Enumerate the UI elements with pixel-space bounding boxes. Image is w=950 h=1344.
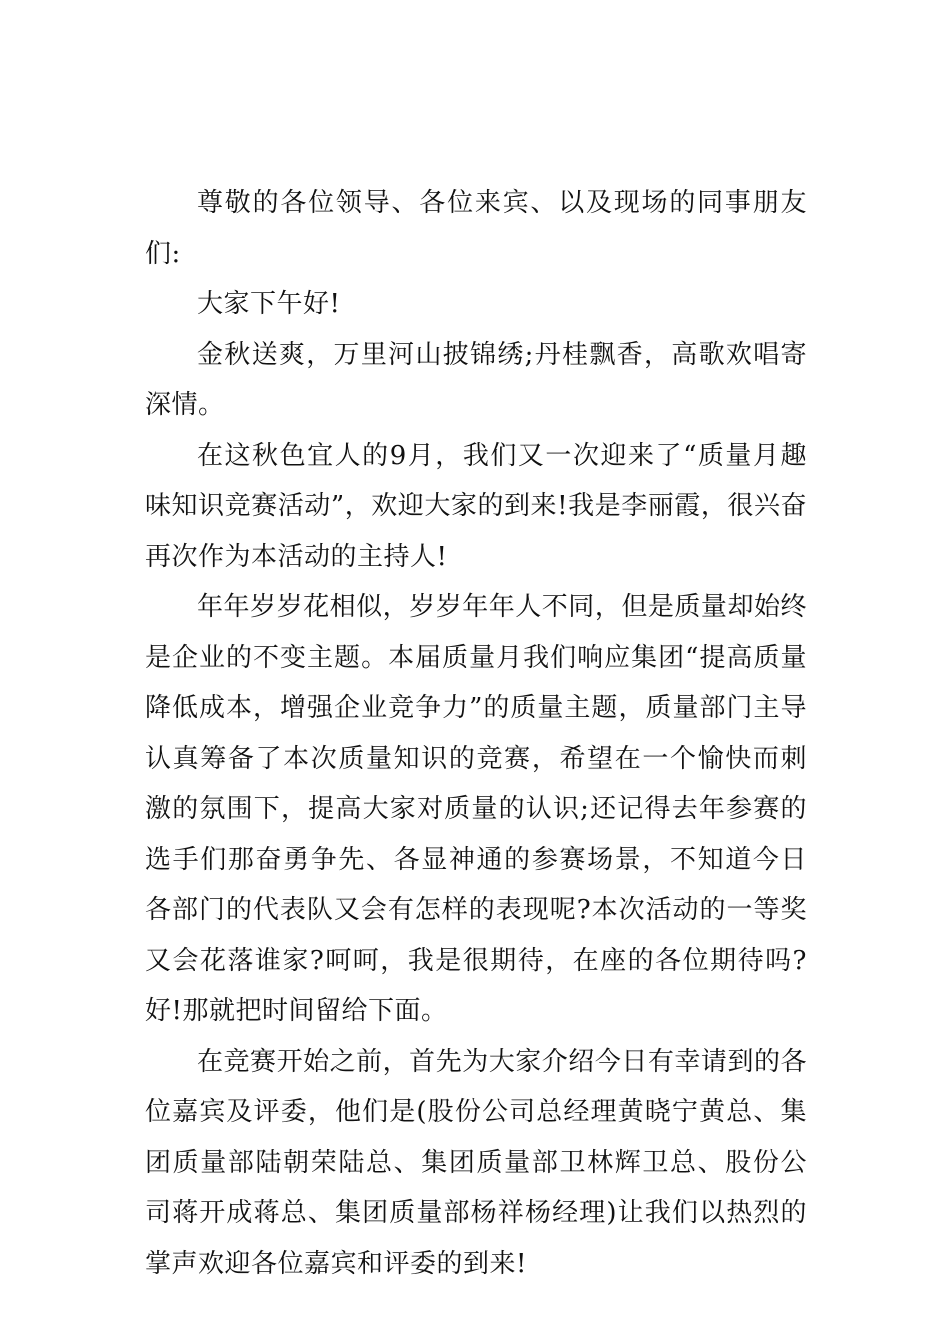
paragraph-quality-theme: 年年岁岁花相似，岁岁年年人不同，但是质量却始终是企业的不变主题。本届质量月我们响应集团“提高质量降低成本，增强企业竞争力”的质量主题，质量部门主导认真筹备了本次质量知识的竞赛，希望在一个愉快而刺激的氛围下，提高大家对质量的认识;还记得去年参赛的选手们那奋勇争先、各显神通的参赛场景，不知道今日各部门的代表队又会有怎样的表现呢?本次活动的一等奖又会花落谁家?呵呵，我是很期待，在座的各位期待吗?好!那就把时间留给下面。 bbox=[145, 592, 807, 1026]
paragraph-autumn: 金秋送爽，万里河山披锦绣;丹桂飘香，高歌欢唱寄深情。 bbox=[145, 339, 807, 420]
paragraph-greeting: 尊敬的各位领导、各位来宾、以及现场的同事朋友们: bbox=[145, 188, 807, 269]
document-body bbox=[145, 178, 807, 1289]
paragraph-good-afternoon: 大家下午好! bbox=[197, 289, 341, 319]
paragraph-welcome: 在这秋色宜人的9月，我们又一次迎来了“质量月趣味知识竞赛活动”，欢迎大家的到来!我是李丽霞，很兴奋再次作为本活动的主持人! bbox=[145, 440, 807, 572]
paragraph-guests: 在竞赛开始之前，首先为大家介绍今日有幸请到的各位嘉宾及评委，他们是(股份公司总经理黄晓宁黄总、集团质量部陆朝荣陆总、集团质量部卫林辉卫总、股份公司蒋开成蒋总、集团质量部杨祥杨经理)让我们以热烈的掌声欢迎各位嘉宾和评委的到来! bbox=[145, 1046, 807, 1279]
